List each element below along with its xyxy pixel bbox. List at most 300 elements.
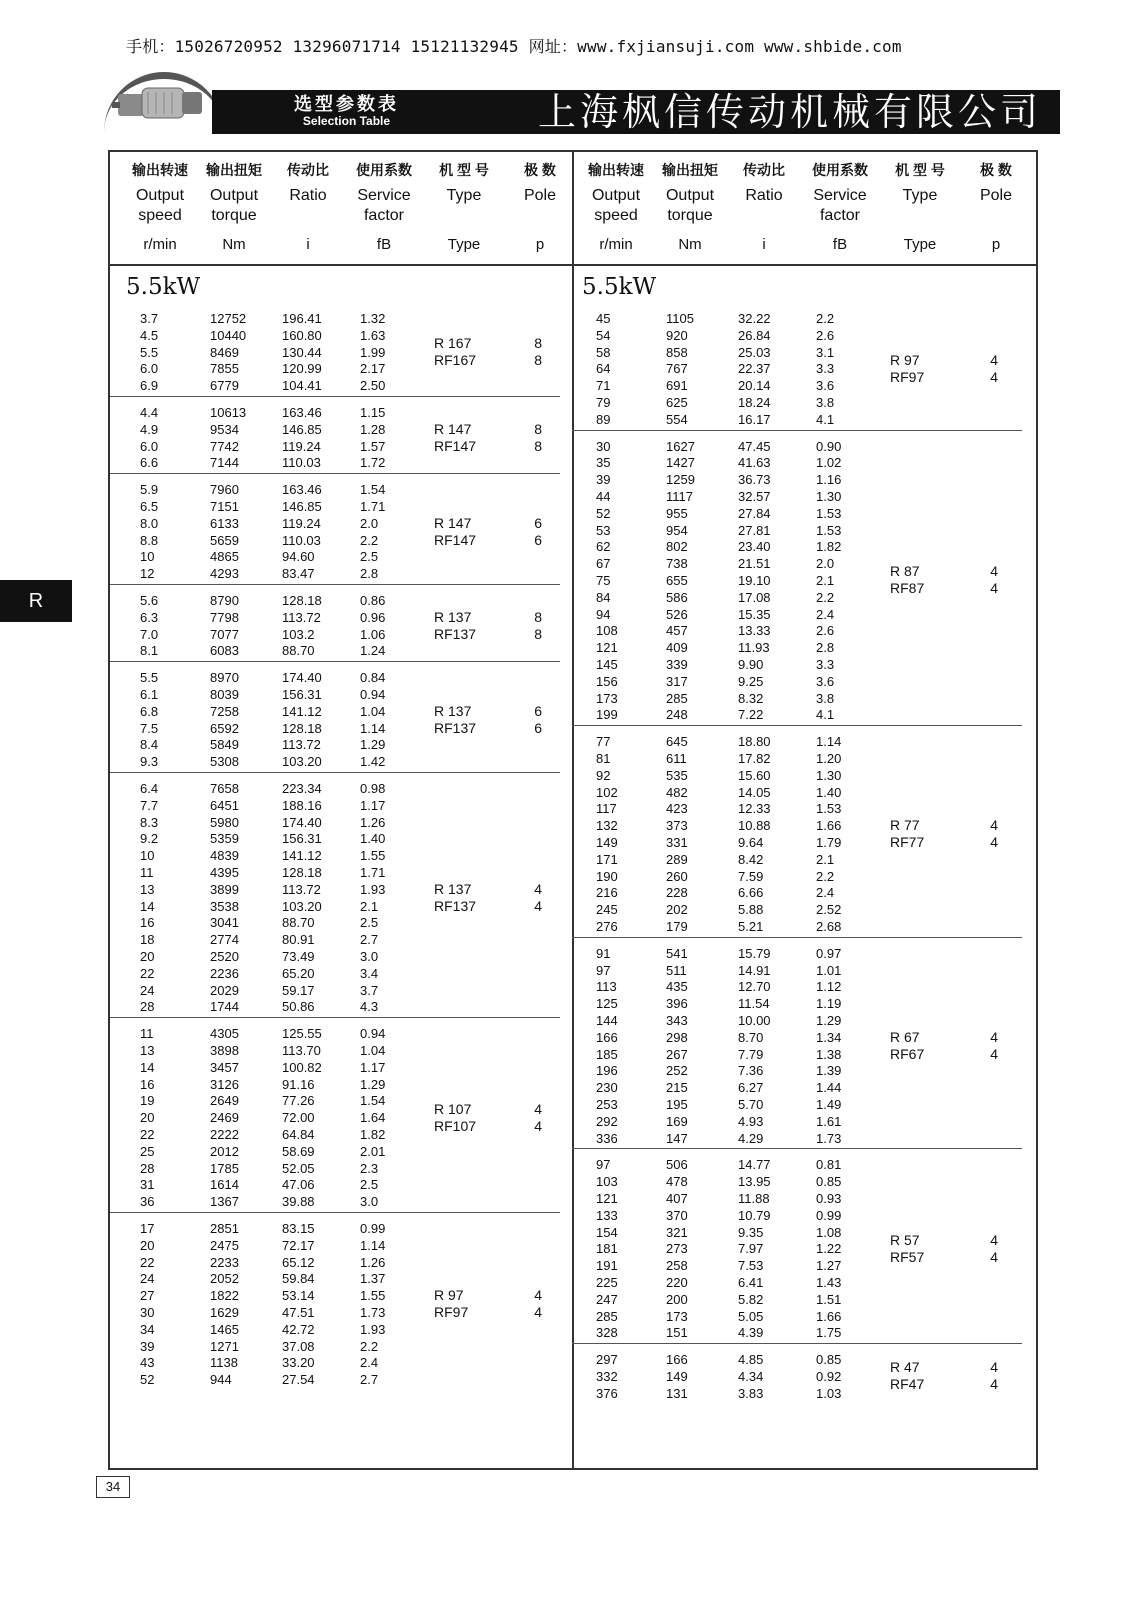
table-row	[140, 780, 420, 797]
torque-cell: 3126	[210, 1076, 239, 1092]
table-row	[140, 548, 420, 565]
ratio-cell: 65.12	[282, 1254, 315, 1270]
ratio-cell: 11.93	[738, 640, 770, 656]
ratio-cell: 4.34	[738, 1369, 764, 1384]
torque-cell: 5980	[210, 814, 239, 830]
torque-cell: 554	[666, 411, 688, 427]
service-factor-cell: 1.71	[360, 499, 386, 514]
service-factor-cell: 2.4	[816, 885, 835, 901]
torque-cell: 738	[666, 556, 688, 572]
ratio-cell: 10.79	[738, 1207, 771, 1223]
speed-cell: 121	[596, 1191, 618, 1206]
speed-cell: 171	[596, 851, 618, 867]
pole-count: 4	[534, 880, 542, 897]
pole-count: 4	[990, 834, 998, 850]
service-factor-cell: 2.3	[360, 1160, 379, 1176]
left-col-cn-1: 输出扭矩	[206, 162, 262, 178]
ratio-cell: 83.15	[282, 1221, 315, 1236]
table-row	[596, 438, 876, 455]
service-factor-cell: 1.57	[360, 438, 386, 454]
header-divider	[110, 264, 1036, 266]
table-row	[596, 622, 876, 639]
torque-cell: 2475	[210, 1237, 239, 1253]
ratio-cell: 18.80	[738, 734, 771, 750]
speed-cell: 39	[596, 472, 611, 488]
speed-cell: 181	[596, 1241, 618, 1257]
speed-cell: 67	[596, 556, 611, 572]
ratio-cell: 13.95	[738, 1174, 771, 1190]
model-type: RF137	[434, 625, 477, 642]
torque-cell: 166	[666, 1352, 688, 1368]
table-row	[140, 1321, 420, 1338]
pole-count: 4	[990, 1231, 998, 1248]
table-row	[140, 1287, 420, 1304]
ratio-cell: 32.57	[738, 489, 771, 504]
table-row	[140, 669, 420, 686]
left-col-en-0: Output speed	[135, 187, 185, 224]
service-factor-cell: 2.1	[816, 573, 835, 588]
torque-cell: 200	[666, 1291, 688, 1307]
table-row	[596, 1224, 876, 1241]
ratio-cell: 33.20	[282, 1355, 315, 1371]
torque-cell: 6592	[210, 720, 239, 736]
speed-cell: 19	[140, 1093, 155, 1109]
torque-cell: 2469	[210, 1110, 239, 1126]
ratio-cell: 72.00	[282, 1110, 315, 1126]
torque-cell: 2649	[210, 1093, 239, 1109]
speed-cell: 3.7	[140, 311, 159, 326]
speed-cell: 22	[140, 965, 155, 981]
left-group-divider	[110, 1212, 560, 1213]
service-factor-cell: 2.7	[360, 932, 379, 948]
torque-cell: 858	[666, 344, 688, 360]
torque-cell: 267	[666, 1046, 688, 1062]
table-row	[140, 532, 420, 549]
torque-cell: 954	[666, 522, 688, 538]
speed-cell: 113	[596, 979, 617, 995]
ratio-cell: 100.82	[282, 1059, 322, 1075]
torque-cell: 4293	[210, 566, 239, 582]
torque-cell: 435	[666, 979, 688, 995]
left-group-divider	[110, 772, 560, 773]
right-header	[566, 152, 1022, 264]
pole-count: 4	[990, 817, 998, 833]
right-col-cn-5: 极 数	[980, 162, 1012, 178]
speed-cell: 173	[596, 690, 618, 706]
torque-cell: 258	[666, 1258, 688, 1274]
table-row	[596, 918, 876, 935]
table-row	[140, 310, 420, 327]
table-row	[596, 1062, 876, 1079]
ratio-cell: 39.88	[282, 1194, 315, 1210]
torque-cell: 1465	[210, 1321, 239, 1337]
torque-cell: 1367	[210, 1194, 239, 1210]
speed-cell: 185	[596, 1046, 618, 1062]
ratio-cell: 5.88	[738, 902, 764, 918]
service-factor-cell: 0.85	[816, 1174, 842, 1190]
service-factor-cell: 2.7	[360, 1372, 379, 1388]
service-factor-cell: 1.43	[816, 1275, 842, 1290]
ratio-cell: 13.33	[738, 623, 771, 639]
ratio-cell: 16.17	[738, 411, 771, 427]
ratio-cell: 146.85	[282, 421, 322, 437]
service-factor-cell: 2.68	[816, 919, 842, 934]
service-factor-cell: 2.8	[360, 566, 379, 582]
speed-cell: 35	[596, 455, 611, 471]
speed-cell: 103	[596, 1174, 618, 1190]
torque-cell: 1629	[210, 1305, 239, 1320]
model-type: R 107	[434, 1100, 472, 1117]
service-factor-cell: 1.04	[360, 703, 386, 719]
ratio-cell: 4.29	[738, 1130, 764, 1146]
speed-cell: 89	[596, 411, 611, 427]
service-factor-cell: 1.15	[360, 405, 386, 420]
ratio-cell: 15.60	[738, 767, 771, 783]
right-col-unit-1: Nm	[678, 236, 702, 253]
center-divider	[572, 152, 574, 1468]
service-factor-cell: 2.2	[360, 1338, 379, 1354]
table-row	[596, 1130, 876, 1147]
left-col-cn-0: 输出转速	[132, 162, 188, 178]
service-factor-cell: 1.02	[816, 455, 842, 471]
torque-cell: 1627	[666, 438, 695, 454]
pole-count: 8	[534, 420, 542, 437]
torque-cell: 655	[666, 573, 688, 588]
service-factor-cell: 1.40	[360, 831, 386, 847]
service-factor-cell: 0.96	[360, 609, 386, 625]
speed-cell: 97	[596, 962, 611, 978]
table-row	[140, 753, 420, 770]
speed-cell: 292	[596, 1113, 618, 1129]
service-factor-cell: 1.72	[360, 455, 386, 471]
speed-cell: 44	[596, 489, 611, 504]
torque-cell: 10440	[210, 327, 247, 343]
table-row	[596, 394, 876, 411]
ratio-cell: 27.84	[738, 505, 771, 521]
model-type: RF57	[890, 1248, 925, 1265]
ratio-cell: 20.14	[738, 378, 771, 394]
torque-cell: 343	[666, 1013, 688, 1028]
service-factor-cell: 1.53	[816, 801, 842, 817]
table-row	[140, 404, 420, 421]
ratio-cell: 22.37	[738, 361, 771, 377]
table-row	[596, 817, 876, 834]
table-row	[596, 377, 876, 394]
service-factor-cell: 2.0	[816, 556, 835, 572]
ratio-cell: 9.64	[738, 835, 764, 850]
ratio-cell: 47.45	[738, 438, 771, 454]
ratio-cell: 72.17	[282, 1237, 315, 1253]
service-factor-cell: 1.54	[360, 1093, 386, 1109]
table-row	[140, 1304, 420, 1321]
service-factor-cell: 0.98	[360, 781, 386, 796]
speed-cell: 24	[140, 1271, 155, 1287]
table-row	[140, 377, 420, 394]
model-type: RF47	[890, 1376, 925, 1393]
table-row	[596, 538, 876, 555]
table-row	[140, 686, 420, 703]
ratio-cell: 3.83	[738, 1385, 764, 1401]
service-factor-cell: 0.86	[360, 593, 386, 608]
torque-cell: 273	[666, 1241, 688, 1257]
table-row	[140, 1076, 420, 1093]
service-factor-cell: 1.55	[360, 848, 386, 864]
table-row	[140, 1354, 420, 1371]
torque-cell: 944	[210, 1372, 232, 1388]
service-factor-cell: 1.64	[360, 1110, 386, 1126]
right-col-unit-4: Type	[903, 236, 937, 253]
table-row	[596, 673, 876, 690]
torque-cell: 2052	[210, 1271, 239, 1287]
right-col-unit-5: p	[991, 236, 1001, 253]
ratio-cell: 14.77	[738, 1157, 771, 1173]
torque-cell: 396	[666, 996, 688, 1012]
company-name: 上海枫信传动机械有限公司	[538, 90, 1043, 134]
torque-cell: 370	[666, 1207, 688, 1223]
torque-cell: 6133	[210, 515, 239, 531]
service-factor-cell: 1.14	[360, 1237, 386, 1253]
ratio-cell: 50.86	[282, 999, 315, 1015]
selection-title	[294, 94, 399, 128]
service-factor-cell: 1.82	[816, 539, 842, 555]
ratio-cell: 94.60	[282, 549, 315, 565]
ratio-cell: 110.03	[282, 532, 321, 548]
table-row	[140, 1237, 420, 1254]
torque-cell: 2774	[210, 932, 239, 948]
service-factor-cell: 1.63	[360, 327, 386, 343]
speed-cell: 12	[140, 566, 155, 582]
ratio-cell: 47.51	[282, 1305, 315, 1320]
torque-cell: 482	[666, 784, 688, 800]
pole-count: 6	[534, 719, 542, 736]
model-type: R 147	[434, 514, 472, 531]
torque-cell: 7151	[210, 499, 239, 514]
speed-cell: 54	[596, 327, 611, 343]
speed-cell: 149	[596, 835, 618, 850]
table-row	[596, 995, 876, 1012]
ratio-cell: 58.69	[282, 1143, 315, 1159]
ratio-cell: 11.54	[738, 996, 770, 1012]
ratio-cell: 25.03	[738, 344, 771, 360]
left-group-divider	[110, 1017, 560, 1018]
service-factor-cell: 2.6	[816, 623, 835, 639]
service-factor-cell: 1.28	[360, 421, 386, 437]
right-group-divider	[572, 725, 1022, 726]
service-factor-cell: 1.54	[360, 482, 386, 498]
ratio-cell: 77.26	[282, 1093, 315, 1109]
torque-cell: 611	[666, 751, 687, 766]
left-header	[110, 152, 566, 264]
service-factor-cell: 3.8	[816, 395, 835, 410]
service-factor-cell: 3.7	[360, 982, 379, 998]
left-col-en-1: Output torque	[209, 187, 259, 224]
speed-cell: 45	[596, 311, 611, 326]
service-factor-cell: 3.3	[816, 657, 835, 672]
model-type: R 57	[890, 1231, 920, 1248]
torque-cell: 331	[666, 835, 688, 850]
table-row	[596, 606, 876, 623]
service-factor-cell: 1.30	[816, 767, 842, 783]
speed-cell: 52	[140, 1372, 155, 1388]
table-row	[140, 642, 420, 659]
table-row	[596, 656, 876, 673]
speed-cell: 97	[596, 1157, 611, 1173]
service-factor-cell: 1.04	[360, 1043, 386, 1058]
table-row	[596, 555, 876, 572]
torque-cell: 1105	[666, 311, 694, 326]
left-col-unit-2: i	[306, 236, 310, 253]
table-row	[596, 767, 876, 784]
speed-cell: 6.8	[140, 703, 159, 719]
speed-cell: 30	[596, 438, 611, 454]
service-factor-cell: 3.0	[360, 1194, 379, 1210]
ratio-cell: 8.32	[738, 690, 764, 706]
speed-cell: 7.0	[140, 626, 159, 642]
torque-cell: 1614	[210, 1177, 239, 1193]
speed-cell: 5.9	[140, 482, 159, 498]
table-row	[140, 998, 420, 1015]
service-factor-cell: 3.6	[816, 673, 835, 689]
table-row	[596, 1274, 876, 1291]
table-row	[596, 327, 876, 344]
right-col-en-1: Output torque	[665, 187, 715, 224]
table-row	[140, 626, 420, 643]
ratio-cell: 73.49	[282, 949, 315, 964]
table-row	[140, 982, 420, 999]
table-row	[140, 948, 420, 965]
right-group-divider	[572, 937, 1022, 938]
ratio-cell: 156.31	[282, 687, 322, 702]
speed-cell: 10	[140, 549, 155, 565]
table-row	[596, 1351, 876, 1368]
table-row	[596, 344, 876, 361]
ratio-cell: 83.47	[282, 566, 315, 582]
ratio-cell: 6.66	[738, 885, 764, 901]
service-factor-cell: 1.29	[816, 1013, 842, 1028]
speed-cell: 276	[596, 919, 618, 934]
table-row	[596, 1079, 876, 1096]
service-factor-cell: 1.14	[816, 734, 842, 750]
table-row	[596, 1029, 876, 1046]
torque-cell: 1427	[666, 455, 695, 471]
speed-cell: 36	[140, 1194, 155, 1210]
left-group-divider	[110, 584, 560, 585]
speed-cell: 108	[596, 623, 618, 639]
torque-cell: 8039	[210, 687, 239, 702]
table-row	[596, 471, 876, 488]
speed-cell: 245	[596, 902, 618, 918]
torque-cell: 5359	[210, 831, 239, 847]
right-col-cn-3: 使用系数	[812, 162, 868, 178]
service-factor-cell: 1.93	[360, 1321, 386, 1337]
speed-cell: 121	[596, 640, 618, 656]
ratio-cell: 8.42	[738, 851, 764, 867]
model-type: RF97	[890, 368, 925, 385]
torque-cell: 802	[666, 539, 688, 555]
torque-cell: 691	[666, 378, 688, 394]
table-row	[596, 488, 876, 505]
left-col-en-5: Pole	[523, 187, 557, 204]
right-col-unit-3: fB	[832, 236, 848, 253]
service-factor-cell: 0.94	[360, 1026, 386, 1042]
service-factor-cell: 3.3	[816, 361, 835, 377]
ratio-cell: 141.12	[282, 703, 322, 719]
ratio-cell: 6.41	[738, 1275, 764, 1290]
pole-count: 4	[990, 1045, 998, 1062]
service-factor-cell: 1.82	[360, 1127, 386, 1142]
torque-cell: 147	[666, 1130, 688, 1146]
ratio-cell: 27.54	[282, 1372, 315, 1388]
ratio-cell: 23.40	[738, 539, 771, 555]
model-type: RF87	[890, 580, 925, 597]
ratio-cell: 14.05	[738, 784, 771, 800]
torque-cell: 228	[666, 885, 688, 901]
ratio-cell: 5.05	[738, 1308, 764, 1324]
service-factor-cell: 1.06	[360, 626, 386, 642]
torque-cell: 7855	[210, 361, 239, 377]
left-group-divider	[110, 473, 560, 474]
service-factor-cell: 0.99	[360, 1221, 386, 1236]
service-factor-cell: 1.73	[360, 1305, 386, 1320]
speed-cell: 253	[596, 1097, 618, 1112]
speed-cell: 31	[140, 1177, 155, 1193]
speed-cell: 6.0	[140, 361, 159, 377]
table-row	[140, 481, 420, 498]
table-row	[140, 1220, 420, 1237]
ratio-cell: 103.2	[282, 626, 315, 642]
ratio-cell: 128.18	[282, 720, 322, 736]
torque-cell: 4865	[210, 549, 239, 565]
speed-cell: 7.5	[140, 720, 159, 736]
left-col-en-3: Service factor	[357, 187, 411, 224]
right-col-cn-4: 机 型 号	[895, 162, 945, 178]
service-factor-cell: 2.1	[360, 898, 379, 914]
torque-cell: 586	[666, 589, 688, 605]
table-row	[140, 454, 420, 471]
torque-cell: 9534	[210, 421, 239, 437]
service-factor-cell: 1.34	[816, 1029, 842, 1045]
left-col-cn-2: 传动比	[287, 162, 329, 178]
table-row	[596, 800, 876, 817]
ratio-cell: 9.90	[738, 657, 764, 672]
service-factor-cell: 1.75	[816, 1325, 842, 1341]
service-factor-cell: 4.1	[816, 707, 835, 723]
right-col-en-2: Ratio	[745, 187, 783, 204]
torque-cell: 526	[666, 606, 688, 622]
torque-cell: 149	[666, 1369, 688, 1384]
speed-cell: 94	[596, 606, 611, 622]
table-row	[140, 327, 420, 344]
right-group-divider	[572, 430, 1022, 431]
ratio-cell: 88.70	[282, 643, 315, 659]
service-factor-cell: 2.17	[360, 361, 386, 377]
gear-motor-icon	[112, 80, 212, 124]
service-factor-cell: 2.50	[360, 378, 386, 394]
service-factor-cell: 1.29	[360, 737, 386, 753]
pole-count: 8	[534, 625, 542, 642]
ratio-cell: 4.85	[738, 1352, 764, 1368]
speed-cell: 52	[596, 505, 611, 521]
model-type: RF137	[434, 897, 477, 914]
torque-cell: 478	[666, 1174, 688, 1190]
torque-cell: 457	[666, 623, 688, 639]
ratio-cell: 5.70	[738, 1097, 764, 1112]
right-col-en-3: Service factor	[813, 187, 867, 224]
pole-count: 4	[990, 368, 998, 385]
torque-cell: 4305	[210, 1026, 239, 1042]
torque-cell: 317	[666, 673, 688, 689]
speed-cell: 6.5	[140, 499, 159, 514]
